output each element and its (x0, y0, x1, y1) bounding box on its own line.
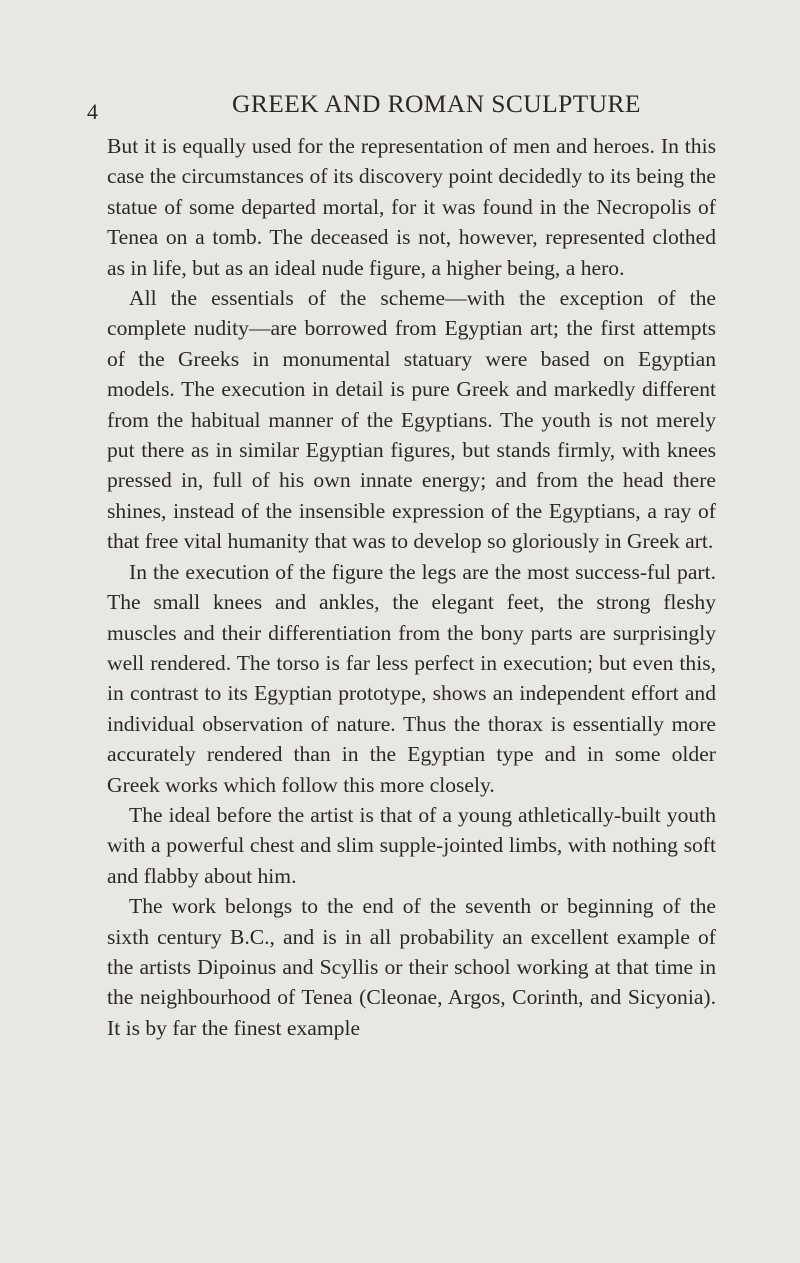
page-header (0, 89, 800, 125)
paragraph: But it is equally used for the representation of men and heroes. In this case the circumstances of its discovery point decidedly to its being the statue of some departed mortal, for it was found in the Necropolis of Tenea on a tomb. The deceased is not, however, represented clothed as in life, but as an ideal nude figure, a higher being, a hero. (107, 134, 716, 280)
page-number: 4 (87, 99, 98, 124)
running-title: GREEK AND ROMAN SCULPTURE (232, 89, 641, 118)
paragraph: All the essentials of the scheme—with the exception of the complete nudity—are borrowed from Egyptian art; the first attempts of the Greeks in monumental statuary were based on Egyptian models. The execution in detail is pure Greek and markedly different from the habitual manner of the Egyptians. The youth is not merely put there as in similar Egyptian figures, but stands firmly, with knees pressed in, full of his own innate energy; and from the head there shines, instead of the insensible expression of the Egyptians, a ray of that free vital humanity that was to develop so gloriously in Greek art. (107, 286, 716, 554)
body-text (107, 131, 716, 1043)
paragraph: The ideal before the artist is that of a young athletically-built youth with a powerful chest and slim supple-jointed limbs, with nothing soft and flabby about him. (107, 802, 716, 888)
paragraph: In the execution of the figure the legs are the most success-ful part. The small knees and ankles, the elegant feet, the strong fleshy muscles and their differentiation from the bony parts are surprisingly well rendered. The torso is far less perfect in execution; but even this, in contrast to its Egyptian prototype, shows an independent effort and individual observation of nature. Thus the thorax is essentially more accurately rendered than in the Egyptian type and in some older Greek works which follow this more closely. (107, 559, 716, 797)
paragraph: The work belongs to the end of the seventh or beginning of the sixth century B.C., and is in all probability an excellent example of the artists Dipoinus and Scyllis or their school working at that time in the neighbourhood of Tenea (Cleonae, Argos, Corinth, and Sicyonia). It is by far the finest example (107, 894, 716, 1040)
